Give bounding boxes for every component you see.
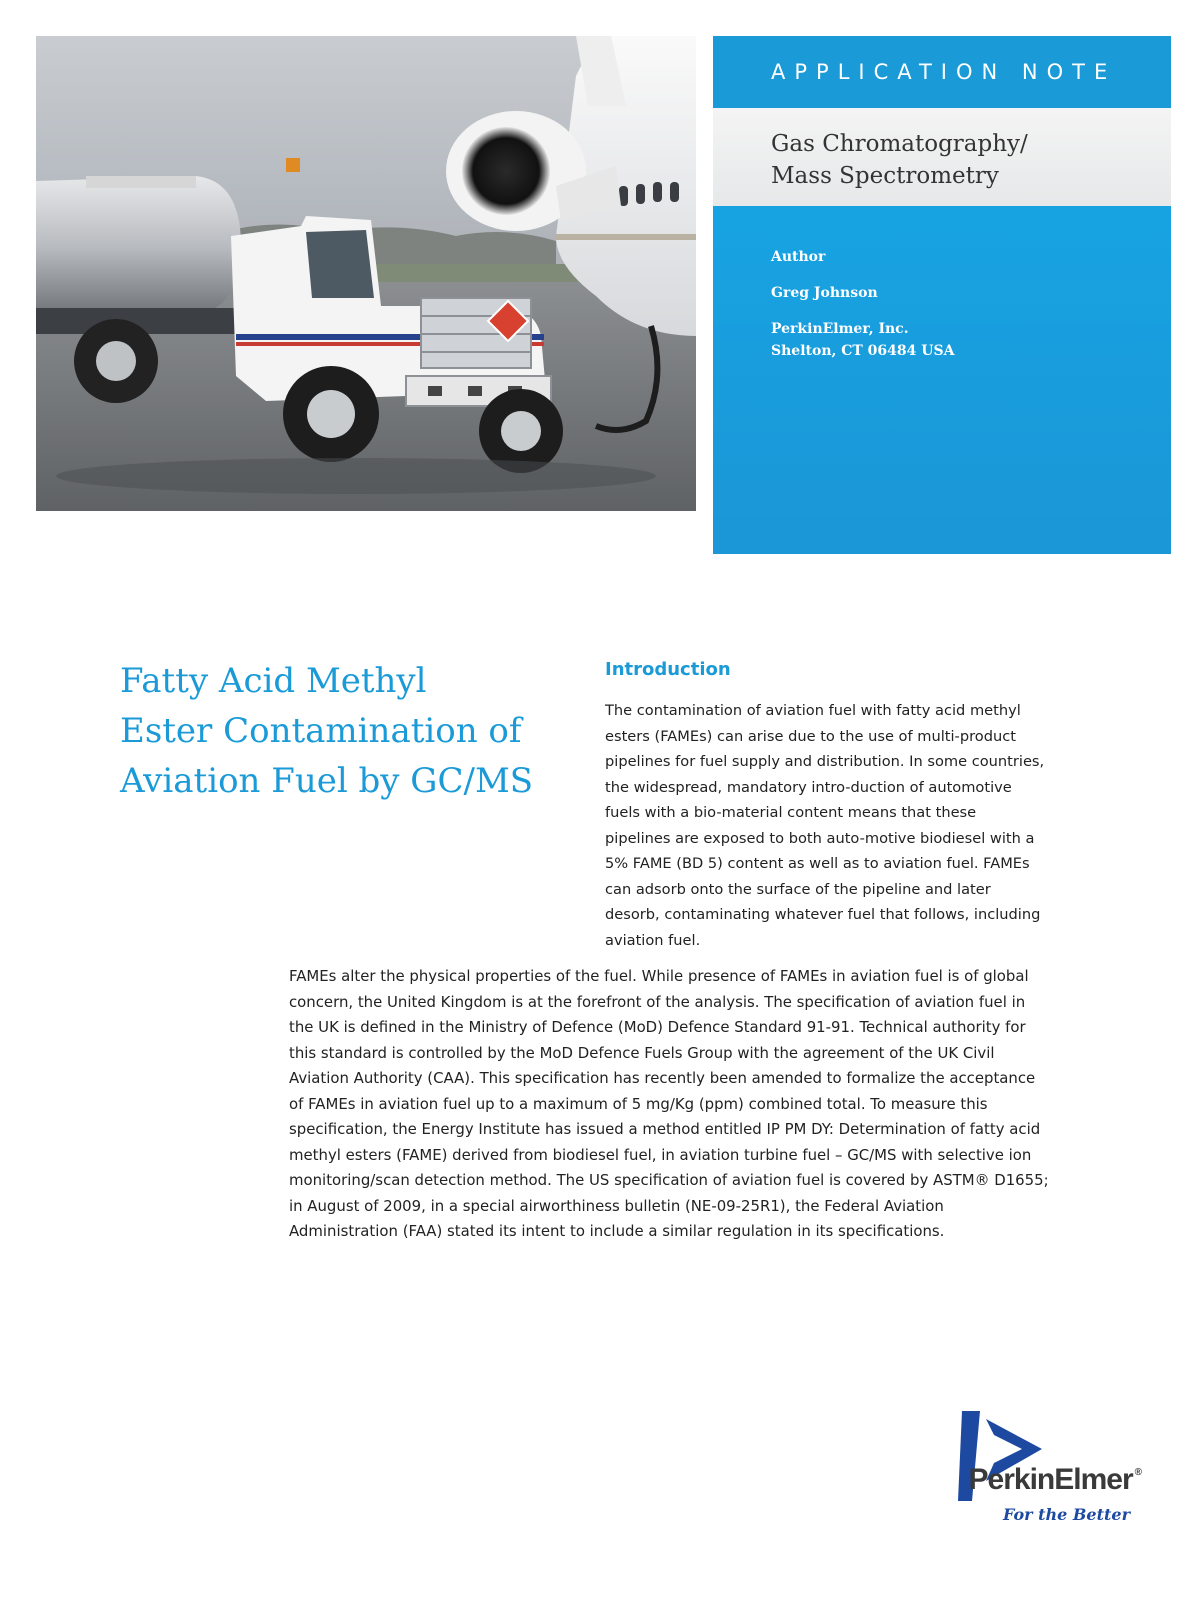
category-title [771,128,1028,192]
jet-stripe [556,234,696,240]
author-panel [713,206,1171,554]
author-label: Author [771,249,826,265]
introduction-paragraph-1: The contamination of aviation fuel with fatty acid methyl esters (FAMEs) can arise due to the use of multi-product pipelines for fuel supply and distribution. In some countries, the widespread, mandatory intro-duction of automotive fuels with a bio-material content means that these pipelines are exposed to both auto-motive biodiesel with a 5% FAME (BD 5) content as well as to aviation fuel. FAMEs can adsorb onto the surface of the pipeline and later desorb, contaminating whatever fuel that follows, including aviation fuel. [605,702,1045,949]
tank-trailer [36,176,241,316]
author-location: Shelton, CT 06484 USA [771,343,955,359]
tank-label-band [86,176,196,188]
introduction-heading: Introduction [605,659,731,680]
title-line-1: Fatty Acid Methyl [120,661,427,701]
category-box [713,108,1171,206]
title-line-2: Ester Contamination of [120,711,522,751]
title-line-3: Aviation Fuel by GC/MS [120,761,534,801]
hero-photo-fuel-truck-and-jet [36,36,696,511]
category-line-1: Gas Chromatography/ [771,131,1028,157]
logo-tagline: For the Better [1002,1505,1130,1524]
truck-windshield [306,230,374,298]
author-info [771,246,954,362]
shadow [56,458,656,494]
introduction-paragraph-2: FAMEs alter the physical properties of the fuel. While presence of FAMEs in aviation fuel is of global concern, the United Kingdom is at the forefront of the analysis. The specification of aviation fuel in the UK is defined in the Ministry of Defence (MoD) Defence Standard 91-91. Technical authority for this standard is controlled by the MoD Defence Fuels Group with the agreement of the UK Civil Aviation Authority (CAA). This specification has recently been amended to formalize the acceptance of FAMEs in aviation fuel up to a maximum of 5 mg/Kg (ppm) combined total. To measure this specification, the Energy Institute has issued a method entitled IP PM DY: Determination of fatty acid methyl esters (FAME) derived from biodiesel fuel, in aviation turbine fuel – GC/MS with selective ion monitoring/scan detection method. The US specification of aviation fuel is covered by ASTM® D1655; in August of 2009, in a special airworthiness bulletin (NE-09-25R1), the Federal Aviation Administration (FAA) stated its intent to include a similar regulation in its specifications. [289,967,1049,1240]
brand-name: PerkinElmer [968,1463,1133,1496]
document-title [120,656,580,806]
category-line-2: Mass Spectrometry [771,163,999,189]
registered-mark: ® [1134,1467,1141,1478]
author-company: PerkinElmer, Inc. [771,321,909,337]
truck-beacon [286,158,300,172]
application-note-banner [713,36,1171,108]
jet-engine-intake [462,127,550,215]
author-name: Greg Johnson [771,285,878,301]
application-note-label: APPLICATION NOTE [771,60,1117,84]
perkinelmer-wordmark [911,1463,1141,1497]
